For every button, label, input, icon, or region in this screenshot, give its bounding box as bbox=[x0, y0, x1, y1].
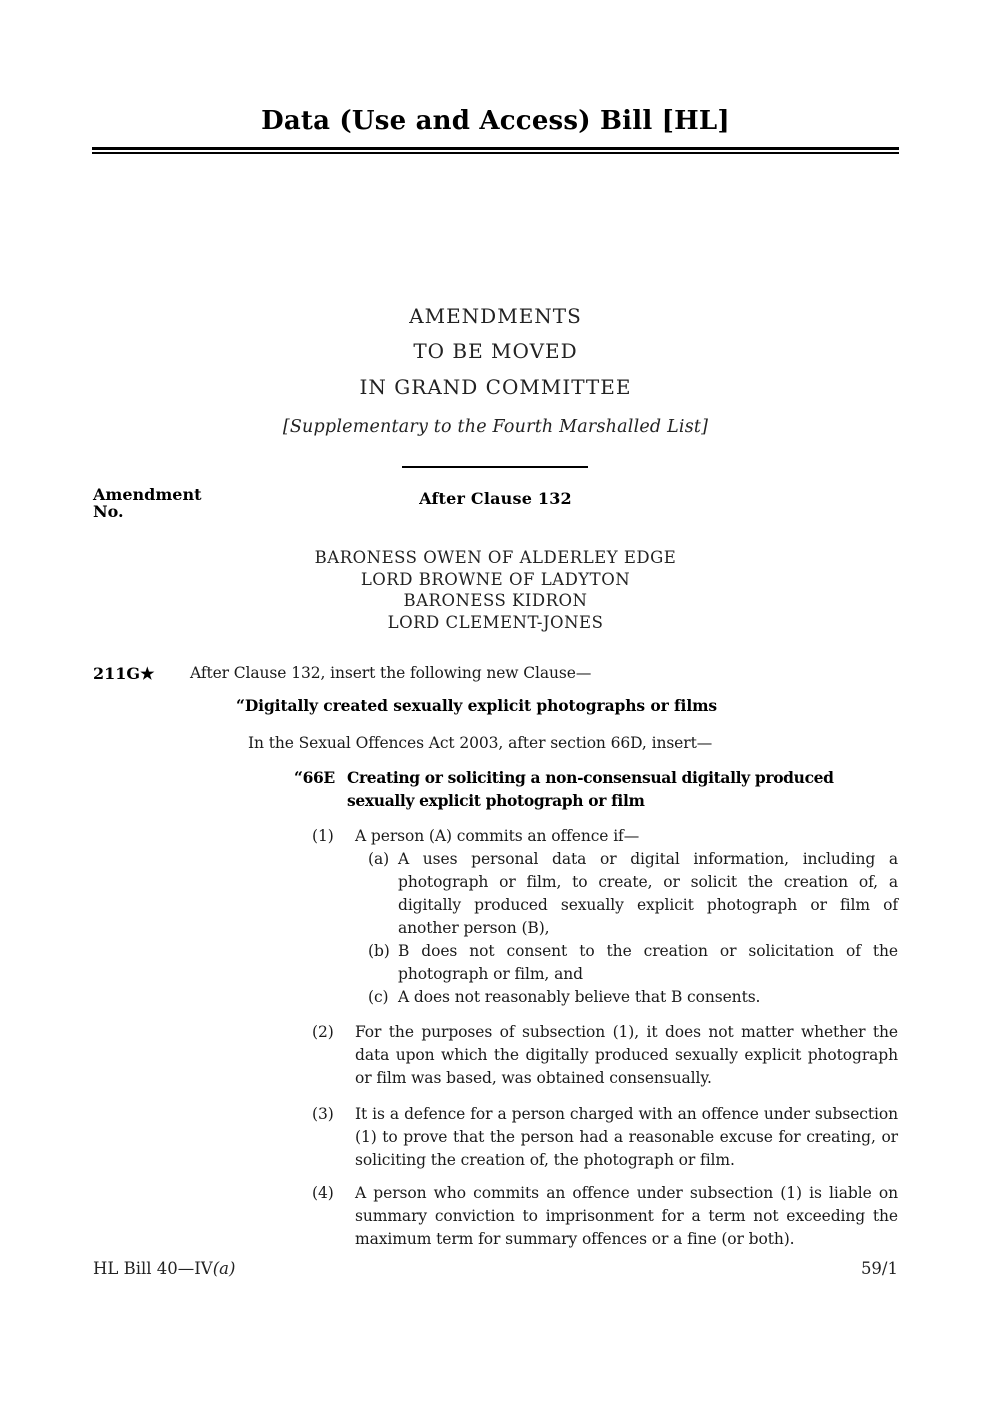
new-clause-title: “Digitally created sexually explicit photographs or films bbox=[236, 696, 718, 715]
subsection-4 bbox=[312, 1182, 898, 1251]
subsection-number: (2) bbox=[312, 1023, 334, 1041]
paragraph-letter: (b) bbox=[368, 942, 390, 960]
heading-amendments: AMENDMENTS bbox=[409, 304, 582, 328]
title-divider-thin-line bbox=[92, 152, 899, 154]
heading-to-be-moved: TO BE MOVED bbox=[413, 339, 578, 363]
amendment-no-label-line1: Amendment bbox=[93, 485, 202, 504]
sponsor-name: LORD CLEMENT-JONES bbox=[387, 612, 604, 632]
title-divider-rule bbox=[92, 147, 899, 154]
section-divider-rule bbox=[402, 466, 588, 468]
footer-bill-ref-text: HL Bill 40—IV bbox=[93, 1259, 213, 1278]
inserted-section-number: “66E bbox=[294, 768, 335, 787]
paragraph-b bbox=[368, 940, 898, 986]
marshalled-list-note: [Supplementary to the Fourth Marshalled List] bbox=[282, 417, 709, 437]
sponsor-list bbox=[0, 547, 991, 633]
amendment-instruction: After Clause 132, insert the following new Clause— bbox=[190, 664, 592, 682]
subsection-2 bbox=[312, 1021, 898, 1090]
sponsor-name: BARONESS OWEN OF ALDERLEY EDGE bbox=[314, 548, 677, 567]
paragraph-text: A uses personal data or digital information, including a photograph or film, to create, or solicit the creation of, a digitally produced sexually explicit photograph or film of another person (B), bbox=[398, 850, 898, 937]
act-insertion-intro: In the Sexual Offences Act 2003, after section 66D, insert— bbox=[248, 734, 713, 752]
footer-bill-ref bbox=[93, 1259, 235, 1278]
inserted-section-title: Creating or soliciting a non-consensual digitally produced sexually explicit photograph or film bbox=[347, 768, 834, 810]
subsection-text: A person who commits an offence under subsection (1) is liable on summary conviction to imprisonment for a term not exceeding the maximum term for summary offences or a fine (or both). bbox=[355, 1184, 898, 1248]
subsection-text: For the purposes of subsection (1), it does not matter whether the data upon which the digitally produced sexually explicit photograph or film was based, was obtained consensually. bbox=[355, 1023, 898, 1087]
paragraph-letter: (c) bbox=[368, 988, 389, 1006]
sponsor-name: BARONESS KIDRON bbox=[403, 591, 588, 610]
bill-title: Data (Use and Access) Bill [HL] bbox=[261, 106, 730, 136]
subsection-number: (3) bbox=[312, 1105, 334, 1123]
amendment-no-label-line2: No. bbox=[93, 502, 124, 521]
subsection-number: (1) bbox=[312, 827, 334, 845]
subsection-text: A person (A) commits an offence if— bbox=[355, 827, 640, 845]
subsection-number: (4) bbox=[312, 1184, 334, 1202]
title-divider-thick-line bbox=[92, 147, 899, 150]
paragraph-text: B does not consent to the creation or solicitation of the photograph or film, and bbox=[398, 942, 898, 983]
subsection-text: It is a defence for a person charged with an offence under subsection (1) to prove that the person had a reasonable excuse for creating, or soliciting the creation of, the photograph or film. bbox=[355, 1105, 898, 1169]
paragraph-a bbox=[368, 848, 898, 940]
footer-bill-ref-suffix: (a) bbox=[212, 1259, 236, 1278]
place-heading: After Clause 132 bbox=[419, 489, 572, 508]
paragraph-text: A does not reasonably believe that B consents. bbox=[398, 988, 761, 1006]
inserted-section bbox=[0, 766, 991, 1251]
paragraph-c bbox=[368, 986, 898, 1009]
inserted-section-heading bbox=[294, 766, 900, 812]
heading-grand-committee: IN GRAND COMMITTEE bbox=[359, 375, 632, 399]
sponsor-name: LORD BROWNE OF LADYTON bbox=[360, 569, 631, 589]
footer-page-ref: 59/1 bbox=[860, 1259, 898, 1278]
amendment-number: 211G★ bbox=[93, 664, 155, 683]
subsection-3 bbox=[312, 1103, 898, 1172]
paragraph-letter: (a) bbox=[368, 850, 390, 868]
subsection-1 bbox=[312, 825, 898, 848]
